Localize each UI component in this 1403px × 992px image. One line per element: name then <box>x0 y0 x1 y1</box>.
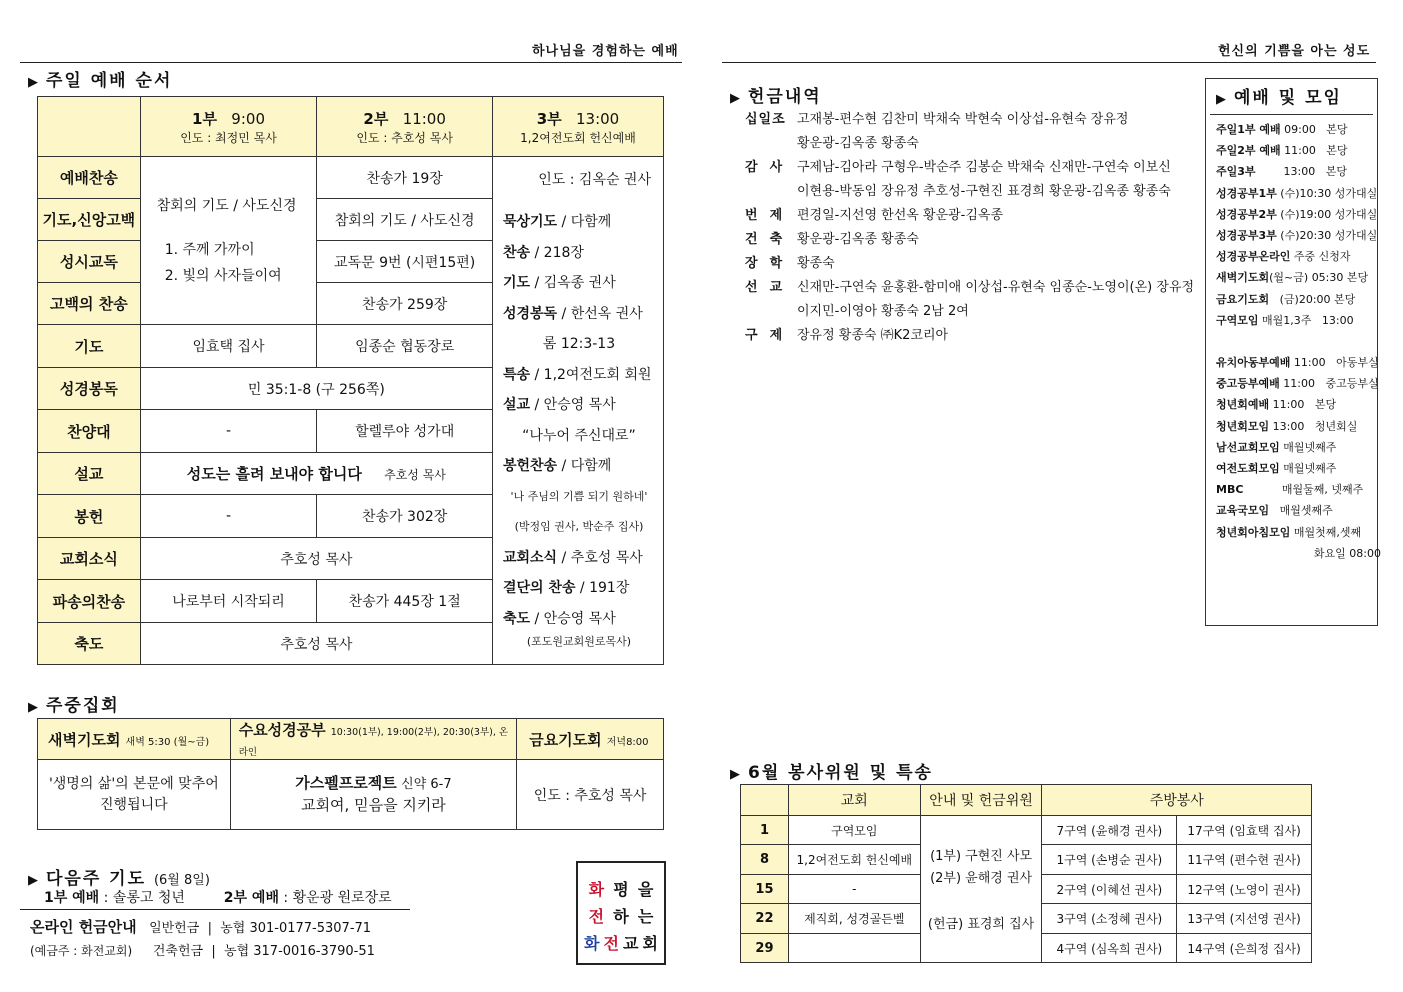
schedule-item: 주일3부 13:00 본당 <box>1216 165 1347 179</box>
logo-char: 전 <box>603 934 619 953</box>
service-3-header: 3부 13:00 1,2여전도회 헌신예배 <box>492 97 663 157</box>
triangle-icon: ▶ <box>730 767 742 782</box>
schedule-title: ▶ 예배 및 모임 <box>1210 79 1373 115</box>
logo-char: 을 <box>637 880 654 899</box>
online-offering-title: 온라인 헌금안내 <box>30 918 137 936</box>
logo-char: 교 <box>623 934 639 953</box>
service-1-sending: 나로부터 시작되리 <box>140 580 317 623</box>
row-label: 기도 <box>38 325 141 368</box>
june-day: 22 <box>741 904 789 934</box>
worship-order-table <box>37 96 664 665</box>
dawn-desc: '생명의 삶'의 본문에 맞추어 진행됩니다 <box>38 760 231 830</box>
service-3-item: 특송 / 1,2여전도회 회원 <box>502 366 652 383</box>
service-3-item: “나누어 주신대로” <box>522 427 636 444</box>
logo-char: 는 <box>637 907 654 926</box>
june-kitchen-1: 3구역 (소정혜 권사) <box>1042 904 1177 934</box>
june-kitchen-2: 17구역 (임효택 집사) <box>1177 816 1312 845</box>
sermon <box>140 453 492 495</box>
row-label: 찬양대 <box>38 410 141 453</box>
right-header-title: 헌신의 기쁨을 아는 성도 <box>1218 44 1371 59</box>
offering-row: 장 학 황종숙 <box>745 256 835 271</box>
triangle-icon: ▶ <box>730 91 742 106</box>
june-day: 29 <box>741 934 789 963</box>
next-prayer-title: ▶ 다음주 기도 (6월 8일) <box>28 869 210 889</box>
schedule-item: 청년회모임 13:00 청년회실 <box>1216 419 1358 433</box>
service-1-prayer: 임효택 집사 <box>140 325 317 368</box>
row-label: 봉헌 <box>38 495 141 538</box>
june-header-church: 교회 <box>788 785 920 816</box>
schedule-item: 유치아동부예배 11:00 아동부실 <box>1216 356 1379 370</box>
june-kitchen-1: 1구역 (손병순 권사) <box>1042 845 1177 875</box>
church-slogan-logo <box>576 861 666 965</box>
june-volunteer-table <box>740 784 1312 963</box>
schedule-item: 주일2부 예배 11:00 본당 <box>1216 144 1348 158</box>
june-kitchen-2: 13구역 (지선영 권사) <box>1177 904 1312 934</box>
offering-section-title: ▶ 헌금내역 <box>730 87 822 107</box>
june-kitchen-1: 2구역 (이혜선 권사) <box>1042 875 1177 904</box>
june-kitchen-2: 11구역 (편수현 권사) <box>1177 845 1312 875</box>
june-day: 1 <box>741 816 789 845</box>
june-church: - <box>788 875 920 904</box>
schedule-item: 중고등부예배 11:00 중고등부실 <box>1216 377 1379 391</box>
schedule-item: 새벽기도회(월~금) 05:30 본당 <box>1216 271 1369 285</box>
service-3-item: 성경봉독 / 한선옥 권사 <box>502 305 643 322</box>
service-3-item: 봉헌찬송 / 다함께 <box>502 458 612 474</box>
online-offering: 온라인 헌금안내 일반헌금 | 농협 301-0177-5307-71 (예금주 : 화전교회) 건축헌금 | 농협 317-0016-3790-51 <box>30 918 375 959</box>
june-section-title: ▶ 6월 봉사위원 및 특송 <box>730 763 933 783</box>
schedule-item: 청년회예배 11:00 본당 <box>1216 398 1337 412</box>
left-header-title: 하나님을 경험하는 예배 <box>532 44 679 59</box>
service-2-sending: 찬송가 445장 1절 <box>317 580 493 623</box>
wed-desc: 가스펠프로젝트 신약 6-7 교회여, 믿음을 지키라 <box>230 760 517 830</box>
june-kitchen-2: 14구역 (은희정 집사) <box>1177 934 1312 963</box>
service-3-item: 설교 / 안승영 목사 <box>502 397 616 413</box>
triangle-icon: ▶ <box>28 75 40 90</box>
june-header-kitchen: 주방봉사 <box>1042 785 1312 816</box>
offering-row: 이현용-박동임 장유정 추호성-구현진 표경희 황운광-김옥종 황종숙 <box>797 184 1171 199</box>
schedule-item: 청년회아침모임 매월첫째,셋째 <box>1216 525 1362 539</box>
triangle-icon: ▶ <box>28 700 40 715</box>
table-corner <box>38 97 141 157</box>
logo-char: 화 <box>588 880 605 899</box>
june-church: 제직회, 성경골든벨 <box>788 904 920 934</box>
service-3-item: 롬 12:3-13 <box>542 336 616 352</box>
row-label: 설교 <box>38 453 141 495</box>
logo-char: 평 <box>613 880 629 899</box>
schedule-item: 구역모임 매월1,3주 13:00 <box>1216 313 1354 327</box>
schedule-item: 주일1부 예배 09:00 본당 <box>1216 123 1348 136</box>
row-label: 기도,신앙고백 <box>38 199 141 241</box>
service-3-item: 묵상기도 / 다함께 <box>502 214 612 230</box>
schedule-item: 금요기도회 (금)20:00 본당 <box>1216 292 1356 306</box>
june-church <box>788 934 920 963</box>
logo-char: 화 <box>584 934 600 953</box>
schedule-item: 여전도회모임 매월넷째주 <box>1216 462 1337 476</box>
weekly-section-title: ▶ 주중집회 <box>28 696 120 716</box>
service-1-header: 1부 9:00 인도 : 최정민 목사 <box>140 97 317 157</box>
next-prayer-rule <box>20 909 410 910</box>
service-1-choir: - <box>140 410 317 453</box>
service-3-item: 찬송 / 218장 <box>502 244 584 261</box>
service-2-hymn: 찬송가 19장 <box>317 157 493 199</box>
scripture-reading: 민 35:1-8 (구 256쪽) <box>140 368 492 410</box>
service-3-item: 기도 / 김옥종 권사 <box>502 275 616 291</box>
church-news: 추호성 목사 <box>140 538 492 580</box>
service-3-item: 교회소식 / 추호성 목사 <box>502 549 643 566</box>
logo-char: 전 <box>588 907 605 926</box>
june-day: 8 <box>741 845 789 875</box>
sermon-preacher: 추호성 목사 <box>384 468 446 482</box>
service-2-prayer: 임종순 협동장로 <box>317 325 493 368</box>
logo-char: 하 <box>613 907 629 926</box>
offering-row: 구 제 장유정 황종숙 ㈜K2코리아 <box>745 328 949 343</box>
offering-row: 이지민-이영아 황종숙 2남 2여 <box>797 304 969 319</box>
service-3-item: (포도원교회원로목사) <box>526 635 632 648</box>
june-kitchen-2: 12구역 (노영이 권사) <box>1177 875 1312 904</box>
june-header-empty <box>741 785 789 816</box>
service-2-choir: 할렐루야 성가대 <box>317 410 493 453</box>
benediction: 추호성 목사 <box>140 623 492 665</box>
right-header-rule <box>722 62 1376 63</box>
row-label: 축도 <box>38 623 141 665</box>
service-3-item: 축도 / 안승영 목사 <box>502 610 616 627</box>
wed-header: 수요성경공부 10:30(1부), 19:00(2부), 20:30(3부), 온라인 <box>230 719 517 760</box>
june-day: 15 <box>741 875 789 904</box>
offering-row: 십일조 고재봉-편수현 김찬미 박채숙 박현숙 이상섭-유현숙 장유정 <box>745 112 1129 127</box>
row-label: 예배찬송 <box>38 157 141 199</box>
schedule-item: 화요일 08:00 <box>1216 546 1381 560</box>
offering-row: 감 사 구제남-김아라 구형우-박순주 김봉순 박채숙 신재만-구연숙 이보신 <box>745 160 1171 175</box>
offering-list <box>745 108 1200 348</box>
june-header-ushers: 안내 및 헌금위원 <box>920 785 1042 816</box>
service-2-offering: 찬송가 302장 <box>317 495 493 538</box>
fri-desc: 인도 : 추호성 목사 <box>517 760 664 830</box>
service-3-item: '나 주님의 기쁨 되기 원하네' <box>510 489 648 503</box>
left-header-rule <box>20 62 682 63</box>
logo-char: 회 <box>642 934 658 953</box>
june-ushers: (1부) 구현진 사모 (2부) 윤해경 권사 (헌금) 표경희 집사 <box>920 816 1042 963</box>
service-2-header: 2부 11:00 인도 : 추호성 목사 <box>317 97 493 157</box>
schedule-item: 남선교회모임 매월넷째주 <box>1216 440 1337 454</box>
sermon-title: 성도는 흘려 보내야 합니다 <box>186 465 362 483</box>
offering-row: 선 교 신재만-구연숙 윤홍환-함미애 이상섭-유현숙 임종순-노영이(온) 장유정 <box>745 280 1195 295</box>
service-2-creed: 참회의 기도 / 사도신경 <box>317 199 493 241</box>
service-2-confession: 찬송가 259장 <box>317 283 493 325</box>
service-1-liturgy: 참회의 기도 / 사도신경 1. 주께 가까이 2. 빛의 사자들이여 <box>140 157 317 325</box>
schedule-item: 교육국모임 매월셋째주 <box>1216 504 1333 518</box>
service-1-offering: - <box>140 495 317 538</box>
triangle-icon: ▶ <box>28 873 40 888</box>
schedule-item: 성경공부2부 (수)19:00 성가대실 <box>1216 207 1378 221</box>
worship-section-title: ▶ 주일 예배 순서 <box>28 71 173 91</box>
june-kitchen-1: 4구역 (심옥희 권사) <box>1042 934 1177 963</box>
june-church: 구역모임 <box>788 816 920 845</box>
row-label: 성경봉독 <box>38 368 141 410</box>
row-label: 고백의 찬송 <box>38 283 141 325</box>
offering-row: 건 축 황운광-김옥종 황종숙 <box>745 232 919 247</box>
service-3-item: 결단의 찬송 / 191장 <box>502 580 630 596</box>
triangle-icon: ▶ <box>1216 92 1228 107</box>
june-church: 1,2여전도회 헌신예배 <box>788 845 920 875</box>
schedule-item <box>1216 331 1377 352</box>
service-3-item: (박정임 권사, 박순주 집사) <box>514 520 644 533</box>
next-prayer-list: 1부 예배 : 솔롱고 청년 2부 예배 : 황운광 원로장로 <box>44 890 392 906</box>
schedule-box <box>1205 78 1381 626</box>
row-label: 파송의찬송 <box>38 580 141 623</box>
schedule-item: 성경공부1부 (수)10:30 성가대실 <box>1216 186 1378 200</box>
offering-row: 번 제 편경일-지선영 한선옥 황운광-김옥종 <box>745 208 1004 223</box>
row-label: 교회소식 <box>38 538 141 580</box>
june-kitchen-1: 7구역 (윤해경 권사) <box>1042 816 1177 845</box>
schedule-item: 성경공부3부 (수)20:30 성가대실 <box>1216 229 1378 243</box>
fri-header: 금요기도회 저녁8:00 <box>517 719 664 760</box>
dawn-header: 새벽기도회 새벽 5:30 (월~금) <box>38 719 231 760</box>
offering-row: 황운광-김옥종 황종숙 <box>797 136 919 151</box>
schedule-item: 성경공부온라인 주중 신청자 <box>1216 250 1351 264</box>
service-2-reading: 교독문 9번 (시편15편) <box>317 241 493 283</box>
weekly-table <box>37 718 664 830</box>
row-label: 성시교독 <box>38 241 141 283</box>
schedule-item: MBC 매월둘째, 넷째주 <box>1216 483 1364 497</box>
service-3-program: 인도 : 김옥순 권사 묵상기도 / 다함께 찬송 / 218장 기도 / 김옥종 권사 성경봉독 / 한선옥 권사 롬 12:3-13 특송 / 1,2여전도회 회원 설교 / 안승영 목사 “나누어 주신대로” 봉헌찬송 / 다함께 '나 주님의 기쁨 되기 원하네' (박정임 권사, 박순주 집사) 교회소식 / 추호성 목사 결단의 찬송 / 191장 축도 / 안승영 목사 (포도원교회원로목사) <box>492 157 663 665</box>
